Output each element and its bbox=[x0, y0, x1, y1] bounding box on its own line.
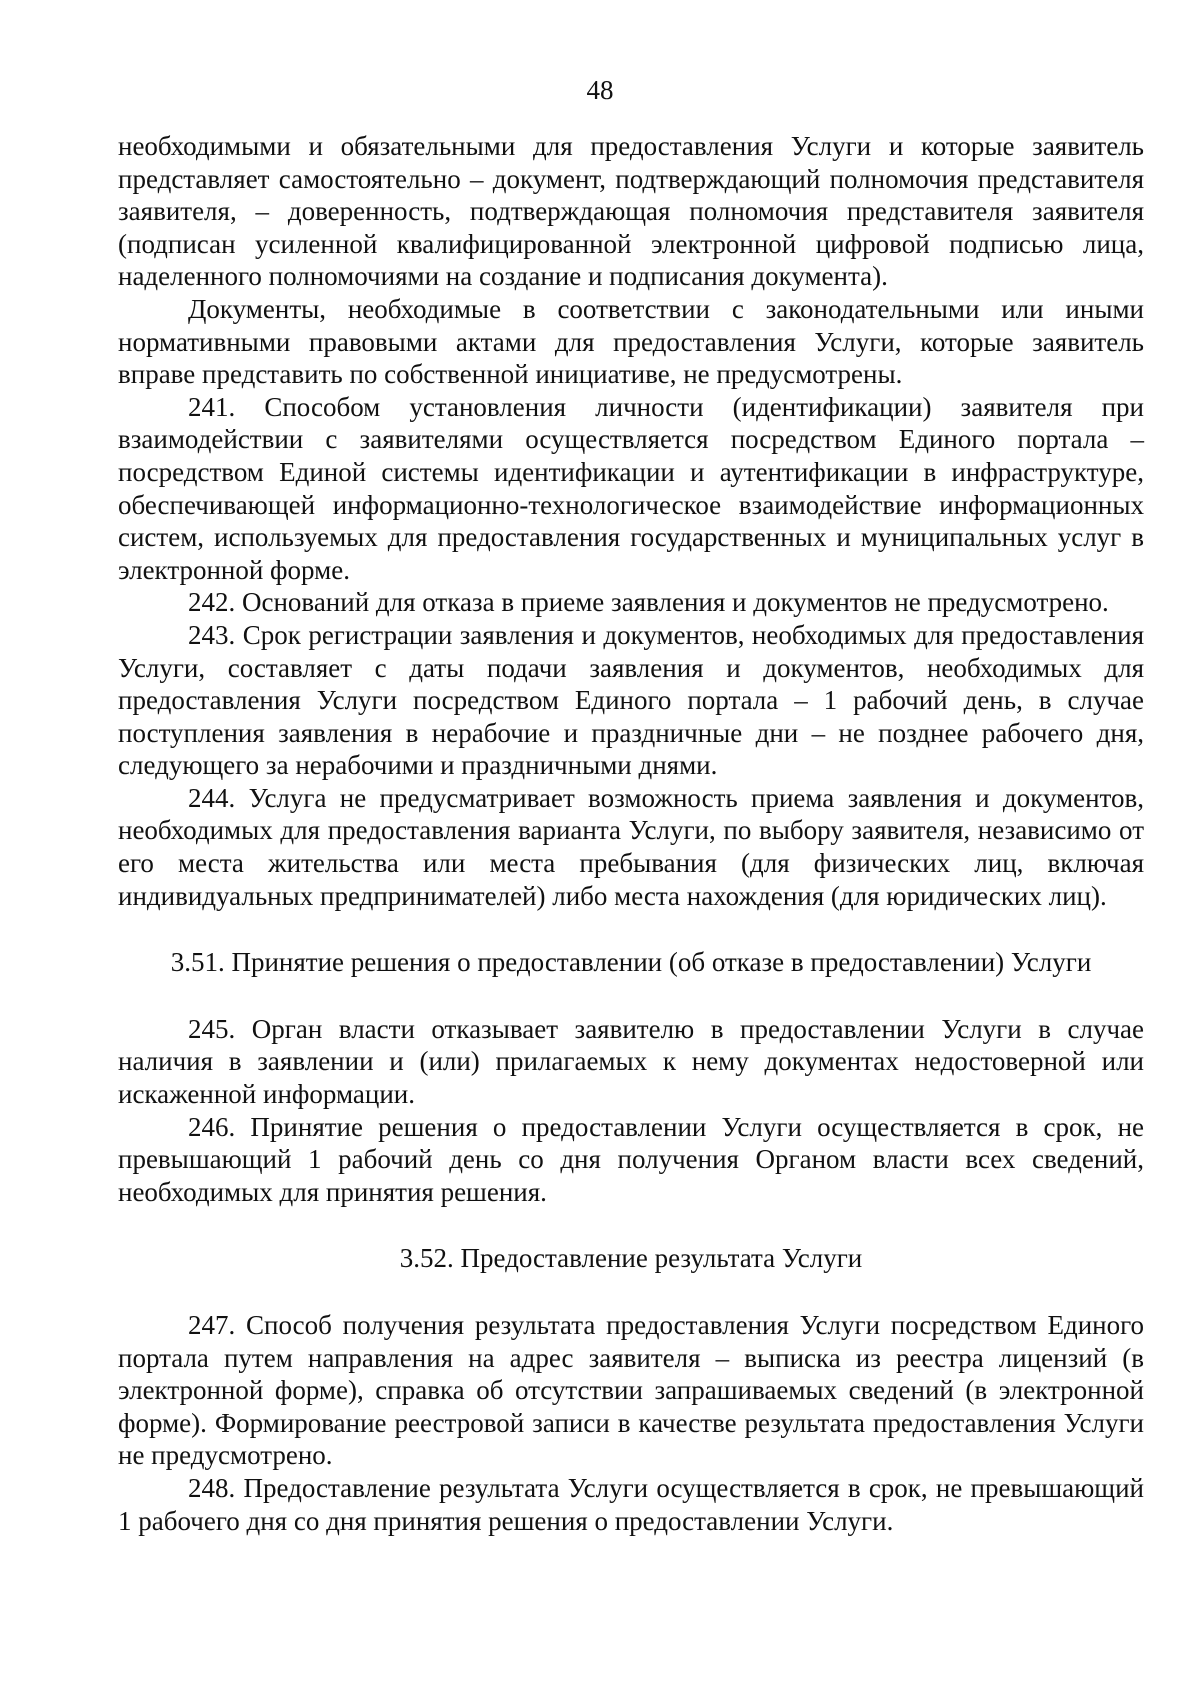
paragraph-246: 246. Принятие решения о предоставлении Услуги осуществляется в срок, не превышающий 1 рабочий день со дня получения Органом власти всех сведений, необходимых для принятия решения. bbox=[118, 1111, 1144, 1207]
paragraph-documents-optional: Документы, необходимые в соответствии с законодательными или иными нормативными правовыми актами для предоставления Услуги, которые заявитель вправе представить по собственной инициативе, не предусмотрены. bbox=[118, 293, 1144, 390]
paragraph-242: 242. Оснований для отказа в приеме заявления и документов не предусмотрено. bbox=[188, 587, 1109, 618]
section-heading-3-52: 3.52. Предоставление результата Услуги bbox=[399, 1243, 863, 1274]
paragraph-continuation: необходимыми и обязательными для предоставления Услуги и которые заявитель представляет самостоятельно – документ, подтверждающий полномочия представителя заявителя, – доверенность, подтверждающая полномочия представителя заявителя (подписан усиленной квалифицированной электронной цифровой подписью лица, наделенного полномочиями на создание и подписания документа). bbox=[118, 131, 1144, 292]
document-body bbox=[118, 130, 1144, 1537]
paragraph-247: 247. Способ получения результата предоставления Услуги посредством Единого портала путем направления на адрес заявителя – выписка из реестра лицензий (в электронной форме), справка об отсутствии запрашиваемых сведений (в электронной форме). Формирование реестровой записи в качестве результата предоставления Услуги не предусмотрено. bbox=[118, 1310, 1144, 1471]
paragraph-243: 243. Срок регистрации заявления и документов, необходимых для предоставления Услуги, составляет с даты подачи заявления и документов, необходимых для предоставления Услуги посредством Единого портала – 1 рабочий день, в случае поступления заявления в нерабочие и праздничные дни – не позднее рабочего дня, следующего за нерабочими и праздничными днями. bbox=[118, 619, 1144, 781]
paragraph-241: 241. Способом установления личности (идентификации) заявителя при взаимодействии с заявителями осуществляется посредством Единого портала – посредством Единой системы идентификации и аутентификации в инфраструктуре, обеспечивающей информационно-технологическое взаимодействие информационных систем, используемых для предоставления государственных и муниципальных услуг в электронной форме. bbox=[118, 391, 1144, 585]
section-heading-3-51: 3.51. Принятие решения о предоставлении (об отказе в предоставлении) Услуги bbox=[170, 947, 1092, 978]
page-number: 48 bbox=[586, 75, 614, 105]
paragraph-248: 248. Предоставление результата Услуги осуществляется в срок, не превышающий 1 рабочего дня со дня принятия решения о предоставлении Услуги. bbox=[118, 1472, 1144, 1536]
paragraph-244: 244. Услуга не предусматривает возможность приема заявления и документов, необходимых для предоставления варианта Услуги, по выбору заявителя, независимо от его места жительства или места пребывания (для физических лиц, включая индивидуальных предпринимателей) либо места нахождения (для юридических лиц). bbox=[118, 782, 1144, 911]
paragraph-245: 245. Орган власти отказывает заявителю в предоставлении Услуги в случае наличия в заявлении и (или) прилагаемых к нему документах недостоверной или искаженной информации. bbox=[118, 1013, 1144, 1110]
